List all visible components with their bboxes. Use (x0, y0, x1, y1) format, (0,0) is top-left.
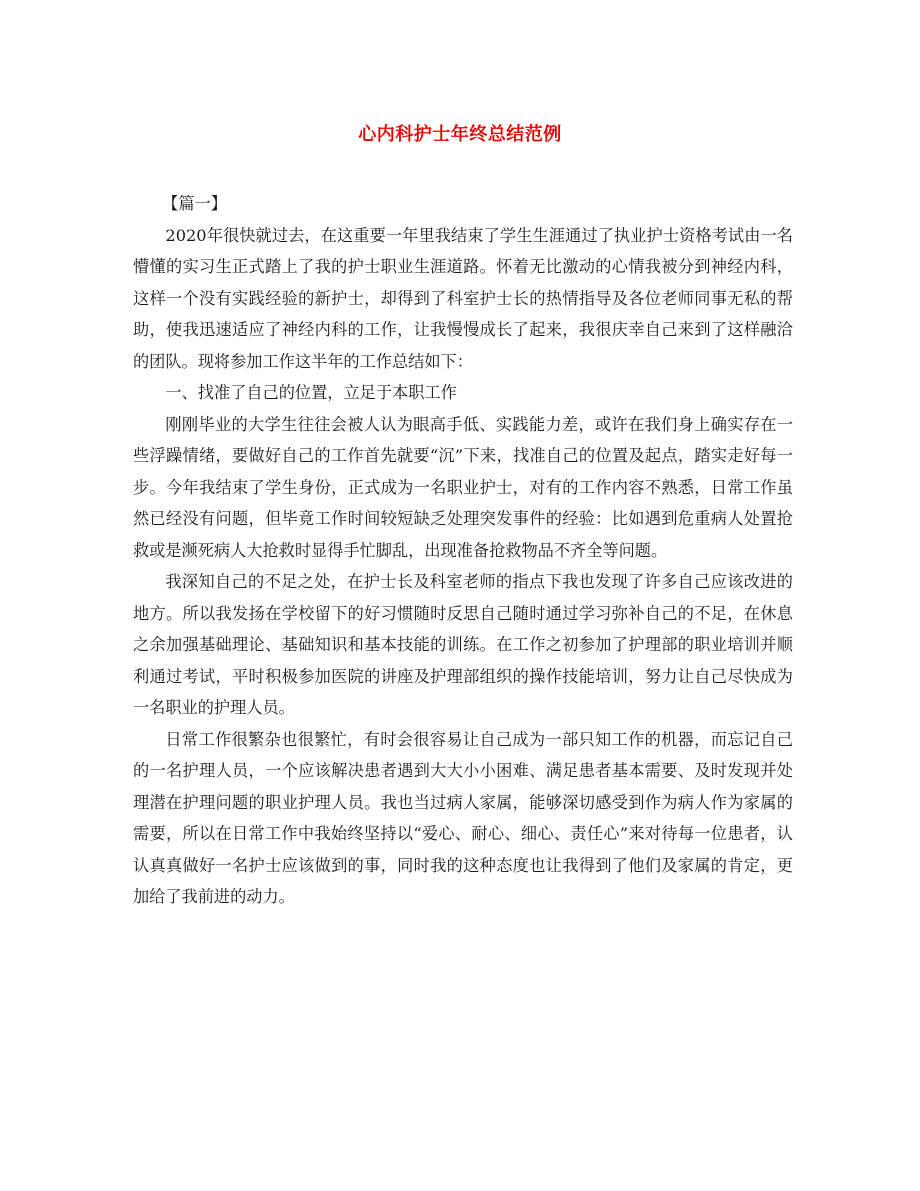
paragraph-intro: 2020年很快就过去，在这重要一年里我结束了学生生涯通过了执业护士资格考试由一名懵懂的实习生正式踏上了我的护士职业生涯道路。怀着无比激动的心情我被分到神经内科，这样一个没有实践经验的新护士，却得到了科室护士长的热情指导及各位老师同事无私的帮助，使我迅速适应了神经内科的工作，让我慢慢成长了起来，我很庆幸自己来到了这样融洽的团队。现将参加工作这半年的工作总结如下： (133, 225, 793, 371)
section-marker: 【篇一】 (162, 194, 227, 213)
section-heading: 一、找准了自己的位置，立足于本职工作 (165, 383, 457, 402)
paragraph: 刚刚毕业的大学生往往会被人认为眼高手低、实践能力差，或许在我们身上确实存在一些浮躁情绪，要做好自己的工作首先就要“沉”下来，找准自己的位置及起点，踏实走好每一步。今年我结束了学生身份，正式成为一名职业护士，对有的工作内容不熟悉，日常工作虽然已经没有问题，但毕竟工作时间较短缺乏处理突发事件的经验：比如遇到危重病人处置抢救或是濒死病人大抢救时显得手忙脚乱，出现准备抢救物品不齐全等问题。 (133, 414, 793, 560)
document-body (133, 188, 793, 913)
paragraph: 我深知自己的不足之处，在护士长及科室老师的指点下我也发现了许多自己应该改进的地方。所以我发扬在学校留下的好习惯随时反思自己随时通过学习弥补自己的不足，在休息之余加强基础理论、基础知识和基本技能的训练。在工作之初参加了护理部的职业培训并顺利通过考试，平时积极参加医院的讲座及护理部组织的操作技能培训，努力让自己尽快成为一名职业的护理人员。 (133, 572, 793, 717)
document-title: 心内科护士年终总结范例 (358, 124, 562, 145)
paragraph: 日常工作很繁杂也很繁忙，有时会很容易让自己成为一部只知工作的机器，而忘记自己的一名护理人员，一个应该解决患者遇到大大小小困难、满足患者基本需要、及时发现并处理潜在护理问题的职业护理人员。我也当过病人家属，能够深切感受到作为病人作为家属的需要，所以在日常工作中我始终坚持以“爱心、耐心、细心、责任心”来对待每一位患者，认认真真做好一名护士应该做到的事，同时我的这种态度也让我得到了他们及家属的肯定，更加给了我前进的动力。 (133, 729, 793, 906)
